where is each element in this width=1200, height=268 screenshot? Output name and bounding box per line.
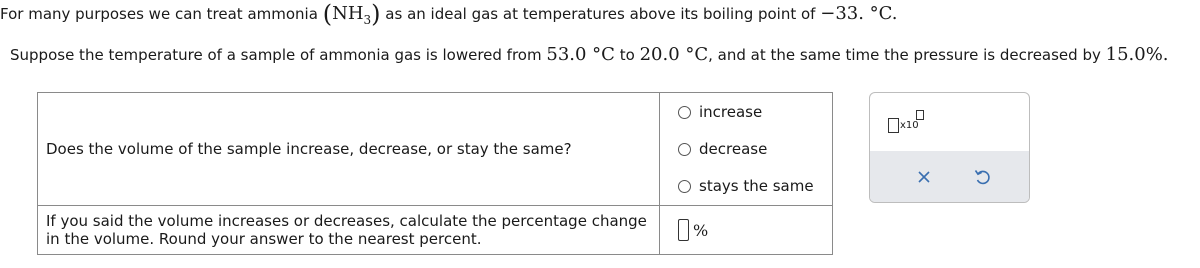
radio-decrease[interactable] <box>678 143 691 156</box>
option-label: stays the same <box>699 177 814 195</box>
percent-input[interactable] <box>678 219 689 241</box>
formula-main: NH <box>332 3 364 24</box>
exponent-box <box>916 110 924 120</box>
problem-statement <box>10 44 1169 65</box>
option-label: increase <box>699 103 763 121</box>
option-decrease[interactable] <box>678 131 824 168</box>
panel-toolbar <box>870 151 1029 203</box>
mantissa-box <box>888 118 899 133</box>
temp-to-value: 20.0 °C <box>639 44 709 65</box>
option-label: decrease <box>699 140 768 158</box>
scientific-notation-button[interactable] <box>888 110 932 136</box>
statement-text-2: to <box>614 46 640 64</box>
clear-button[interactable] <box>904 159 944 195</box>
close-paren: ) <box>371 0 381 28</box>
x10-label: x10 <box>900 120 919 131</box>
temp-from-value: 53.0 °C <box>546 44 615 65</box>
open-paren: ( <box>322 0 333 28</box>
boiling-point-value: −33. °C. <box>820 3 898 24</box>
radio-increase[interactable] <box>678 106 691 119</box>
undo-icon <box>973 168 991 186</box>
question-percent-text: If you said the volume increases or decreases, calculate the percentage change in the volume. Round your answer to the nearest percent. <box>38 206 660 255</box>
close-icon <box>917 170 931 184</box>
intro-text-2: as an ideal gas at temperatures above its boiling point of <box>380 5 821 23</box>
percent-answer-cell <box>660 206 833 255</box>
statement-text-3: , and at the same time the pressure is decreased by <box>708 46 1106 64</box>
pressure-change-value: 15.0%. <box>1105 44 1169 65</box>
question-table <box>37 92 833 255</box>
math-tool-panel <box>869 92 1030 203</box>
percent-unit: % <box>693 220 709 240</box>
answer-options <box>660 93 833 206</box>
intro-line <box>0 0 898 28</box>
undo-button[interactable] <box>962 159 1002 195</box>
radio-stays-same[interactable] <box>678 180 691 193</box>
percent-answer <box>678 219 824 241</box>
option-increase[interactable] <box>678 94 824 131</box>
question-row-direction <box>38 93 833 206</box>
statement-text: Suppose the temperature of a sample of ammonia gas is lowered from <box>10 46 547 64</box>
option-stays-same[interactable] <box>678 168 824 205</box>
intro-text: For many purposes we can treat ammonia <box>0 5 323 23</box>
question-direction-text: Does the volume of the sample increase, decrease, or stay the same? <box>38 93 660 206</box>
question-row-percent <box>38 206 833 255</box>
formula-subscript: 3 <box>363 13 372 27</box>
